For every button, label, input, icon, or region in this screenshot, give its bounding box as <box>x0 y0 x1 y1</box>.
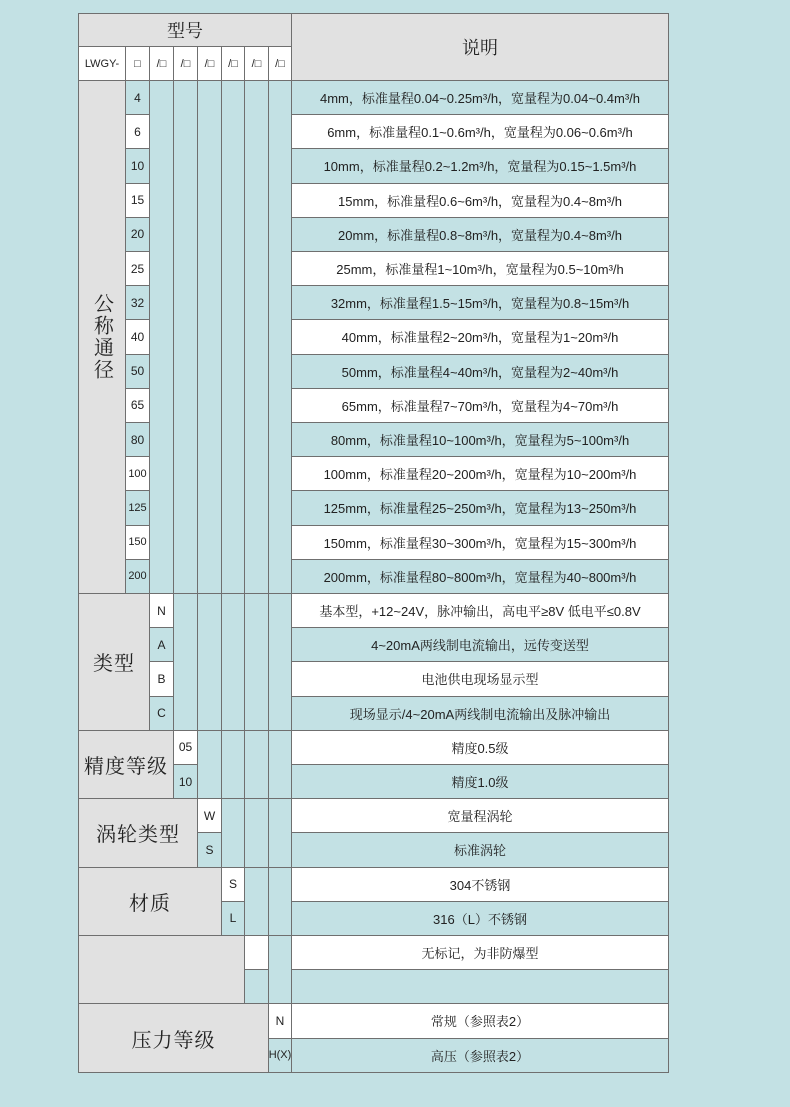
option-code: 32 <box>125 285 150 320</box>
option-code: 100 <box>125 456 150 491</box>
slot-box: □ <box>278 57 285 70</box>
option-code: 10 <box>173 764 198 799</box>
spacer-column <box>221 798 245 867</box>
option-description: 200mm，标准量程80~800m³/h，宽量程为40~800m³/h <box>291 559 669 594</box>
option-description: 50mm，标准量程4~40m³/h，宽量程为2~40m³/h <box>291 354 669 389</box>
group-label: 公称通径 <box>78 80 126 594</box>
spacer-column <box>244 798 269 867</box>
slot-separator: / <box>275 57 279 70</box>
option-code: N <box>149 593 174 628</box>
option-code: 50 <box>125 354 150 389</box>
option-code: B <box>149 661 174 696</box>
option-description: 宽量程涡轮 <box>291 798 669 833</box>
option-code: S <box>221 867 245 902</box>
spacer-column <box>244 593 269 731</box>
slot-separator: / <box>180 57 184 70</box>
option-description: 32mm，标准量程1.5~15m³/h，宽量程为0.8~15m³/h <box>291 285 669 320</box>
slot-box: □ <box>207 57 215 70</box>
option-code: W <box>197 798 222 833</box>
option-code: 6 <box>125 114 150 149</box>
option-description: 电池供电现场显示型 <box>291 661 669 696</box>
spacer-column <box>268 80 292 594</box>
option-description: 基本型，+12~24V，脉冲输出，高电平≥8V 低电平≤0.8V <box>291 593 669 628</box>
spacer-column <box>221 730 245 799</box>
group-label: 材质 <box>78 867 222 936</box>
option-description: 100mm，标准量程20~200m³/h，宽量程为10~200m³/h <box>291 456 669 491</box>
slot-box: □ <box>231 57 238 70</box>
slot-separator: / <box>228 57 232 70</box>
option-description: 精度0.5级 <box>291 730 669 765</box>
spacer-column <box>244 80 269 594</box>
code-slot-5 <box>221 46 245 81</box>
spacer-column <box>173 593 198 731</box>
option-description: 15mm，标准量程0.6~6m³/h，宽量程为0.4~8m³/h <box>291 183 669 218</box>
option-description: 304不锈钢 <box>291 867 669 902</box>
option-code: C <box>149 696 174 731</box>
code-slot-1 <box>125 46 150 81</box>
option-description: 标准涡轮 <box>291 832 669 867</box>
option-description: 40mm，标准量程2~20m³/h，宽量程为1~20m³/h <box>291 319 669 354</box>
spacer-column <box>244 867 269 936</box>
group-label: 类型 <box>78 593 150 731</box>
option-code: N <box>268 1003 292 1038</box>
slot-separator: / <box>204 57 208 70</box>
option-code: L <box>221 901 245 936</box>
option-code: 150 <box>125 525 150 560</box>
model-prefix: LWGY- <box>78 46 126 81</box>
option-description: 6mm，标准量程0.1~0.6m³/h，宽量程为0.06~0.6m³/h <box>291 114 669 149</box>
option-code: 80 <box>125 422 150 457</box>
code-slot-6 <box>244 46 269 81</box>
spacer-column <box>221 80 245 594</box>
slot-box: □ <box>254 57 262 70</box>
option-code: 05 <box>173 730 198 765</box>
slot-box: □ <box>134 57 141 70</box>
option-code: 4 <box>125 80 150 115</box>
option-code: S <box>197 832 222 867</box>
option-description: 25mm，标准量程1~10m³/h，宽量程为0.5~10m³/h <box>291 251 669 286</box>
option-description: 20mm，标准量程0.8~8m³/h，宽量程为0.4~8m³/h <box>291 217 669 252</box>
group-label: 涡轮类型 <box>78 798 198 867</box>
spacer-column <box>197 593 222 731</box>
option-description: 80mm，标准量程10~100m³/h，宽量程为5~100m³/h <box>291 422 669 457</box>
spacer-column <box>268 730 292 799</box>
option-description: 4mm，标准量程0.04~0.25m³/h，宽量程为0.04~0.4m³/h <box>291 80 669 115</box>
code-slot-2 <box>149 46 174 81</box>
group-label: 压力等级 <box>78 1003 269 1072</box>
spacer-column <box>268 798 292 867</box>
option-description: 150mm，标准量程30~300m³/h，宽量程为15~300m³/h <box>291 525 669 560</box>
spacer-column <box>268 867 292 936</box>
spacer-column <box>221 593 245 731</box>
option-description: 65mm，标准量程7~70m³/h，宽量程为4~70m³/h <box>291 388 669 423</box>
model-title: 型号 <box>78 13 292 47</box>
option-code: 125 <box>125 490 150 525</box>
option-description <box>291 969 669 1004</box>
desc-title: 说明 <box>291 13 669 81</box>
option-description: 高压（参照表2） <box>291 1038 669 1073</box>
option-description: 精度1.0级 <box>291 764 669 799</box>
spacer-column <box>197 730 222 799</box>
option-description: 4~20mA两线制电流输出，远传变送型 <box>291 627 669 662</box>
slot-separator: / <box>156 57 160 70</box>
option-code: 200 <box>125 559 150 594</box>
option-code: H(X) <box>268 1038 292 1073</box>
spacer-column <box>268 593 292 731</box>
slot-separator: / <box>251 57 255 70</box>
option-description: 10mm，标准量程0.2~1.2m³/h，宽量程为0.15~1.5m³/h <box>291 148 669 183</box>
option-description: 常规（参照表2） <box>291 1003 669 1038</box>
slot-box: □ <box>159 57 167 70</box>
group-label: 精度等级 <box>78 730 174 799</box>
option-code: 40 <box>125 319 150 354</box>
spacer-column <box>149 80 174 594</box>
spacer-column <box>244 730 269 799</box>
option-code: 20 <box>125 217 150 252</box>
option-code <box>244 969 269 1004</box>
option-description: 125mm，标准量程25~250m³/h，宽量程为13~250m³/h <box>291 490 669 525</box>
spacer-column <box>173 80 198 594</box>
option-code: 15 <box>125 183 150 218</box>
option-code: A <box>149 627 174 662</box>
group-label <box>78 935 245 1004</box>
option-code: 65 <box>125 388 150 423</box>
option-description: 无标记，为非防爆型 <box>291 935 669 970</box>
spacer-column <box>197 80 222 594</box>
code-slot-7 <box>268 46 292 81</box>
option-code: 10 <box>125 148 150 183</box>
option-description: 316（L）不锈钢 <box>291 901 669 936</box>
slot-box: □ <box>183 57 191 70</box>
option-description: 现场显示/4~20mA两线制电流输出及脉冲输出 <box>291 696 669 731</box>
spacer-column <box>268 935 292 1004</box>
code-slot-3 <box>173 46 198 81</box>
code-slot-4 <box>197 46 222 81</box>
option-code <box>244 935 269 970</box>
option-code: 25 <box>125 251 150 286</box>
